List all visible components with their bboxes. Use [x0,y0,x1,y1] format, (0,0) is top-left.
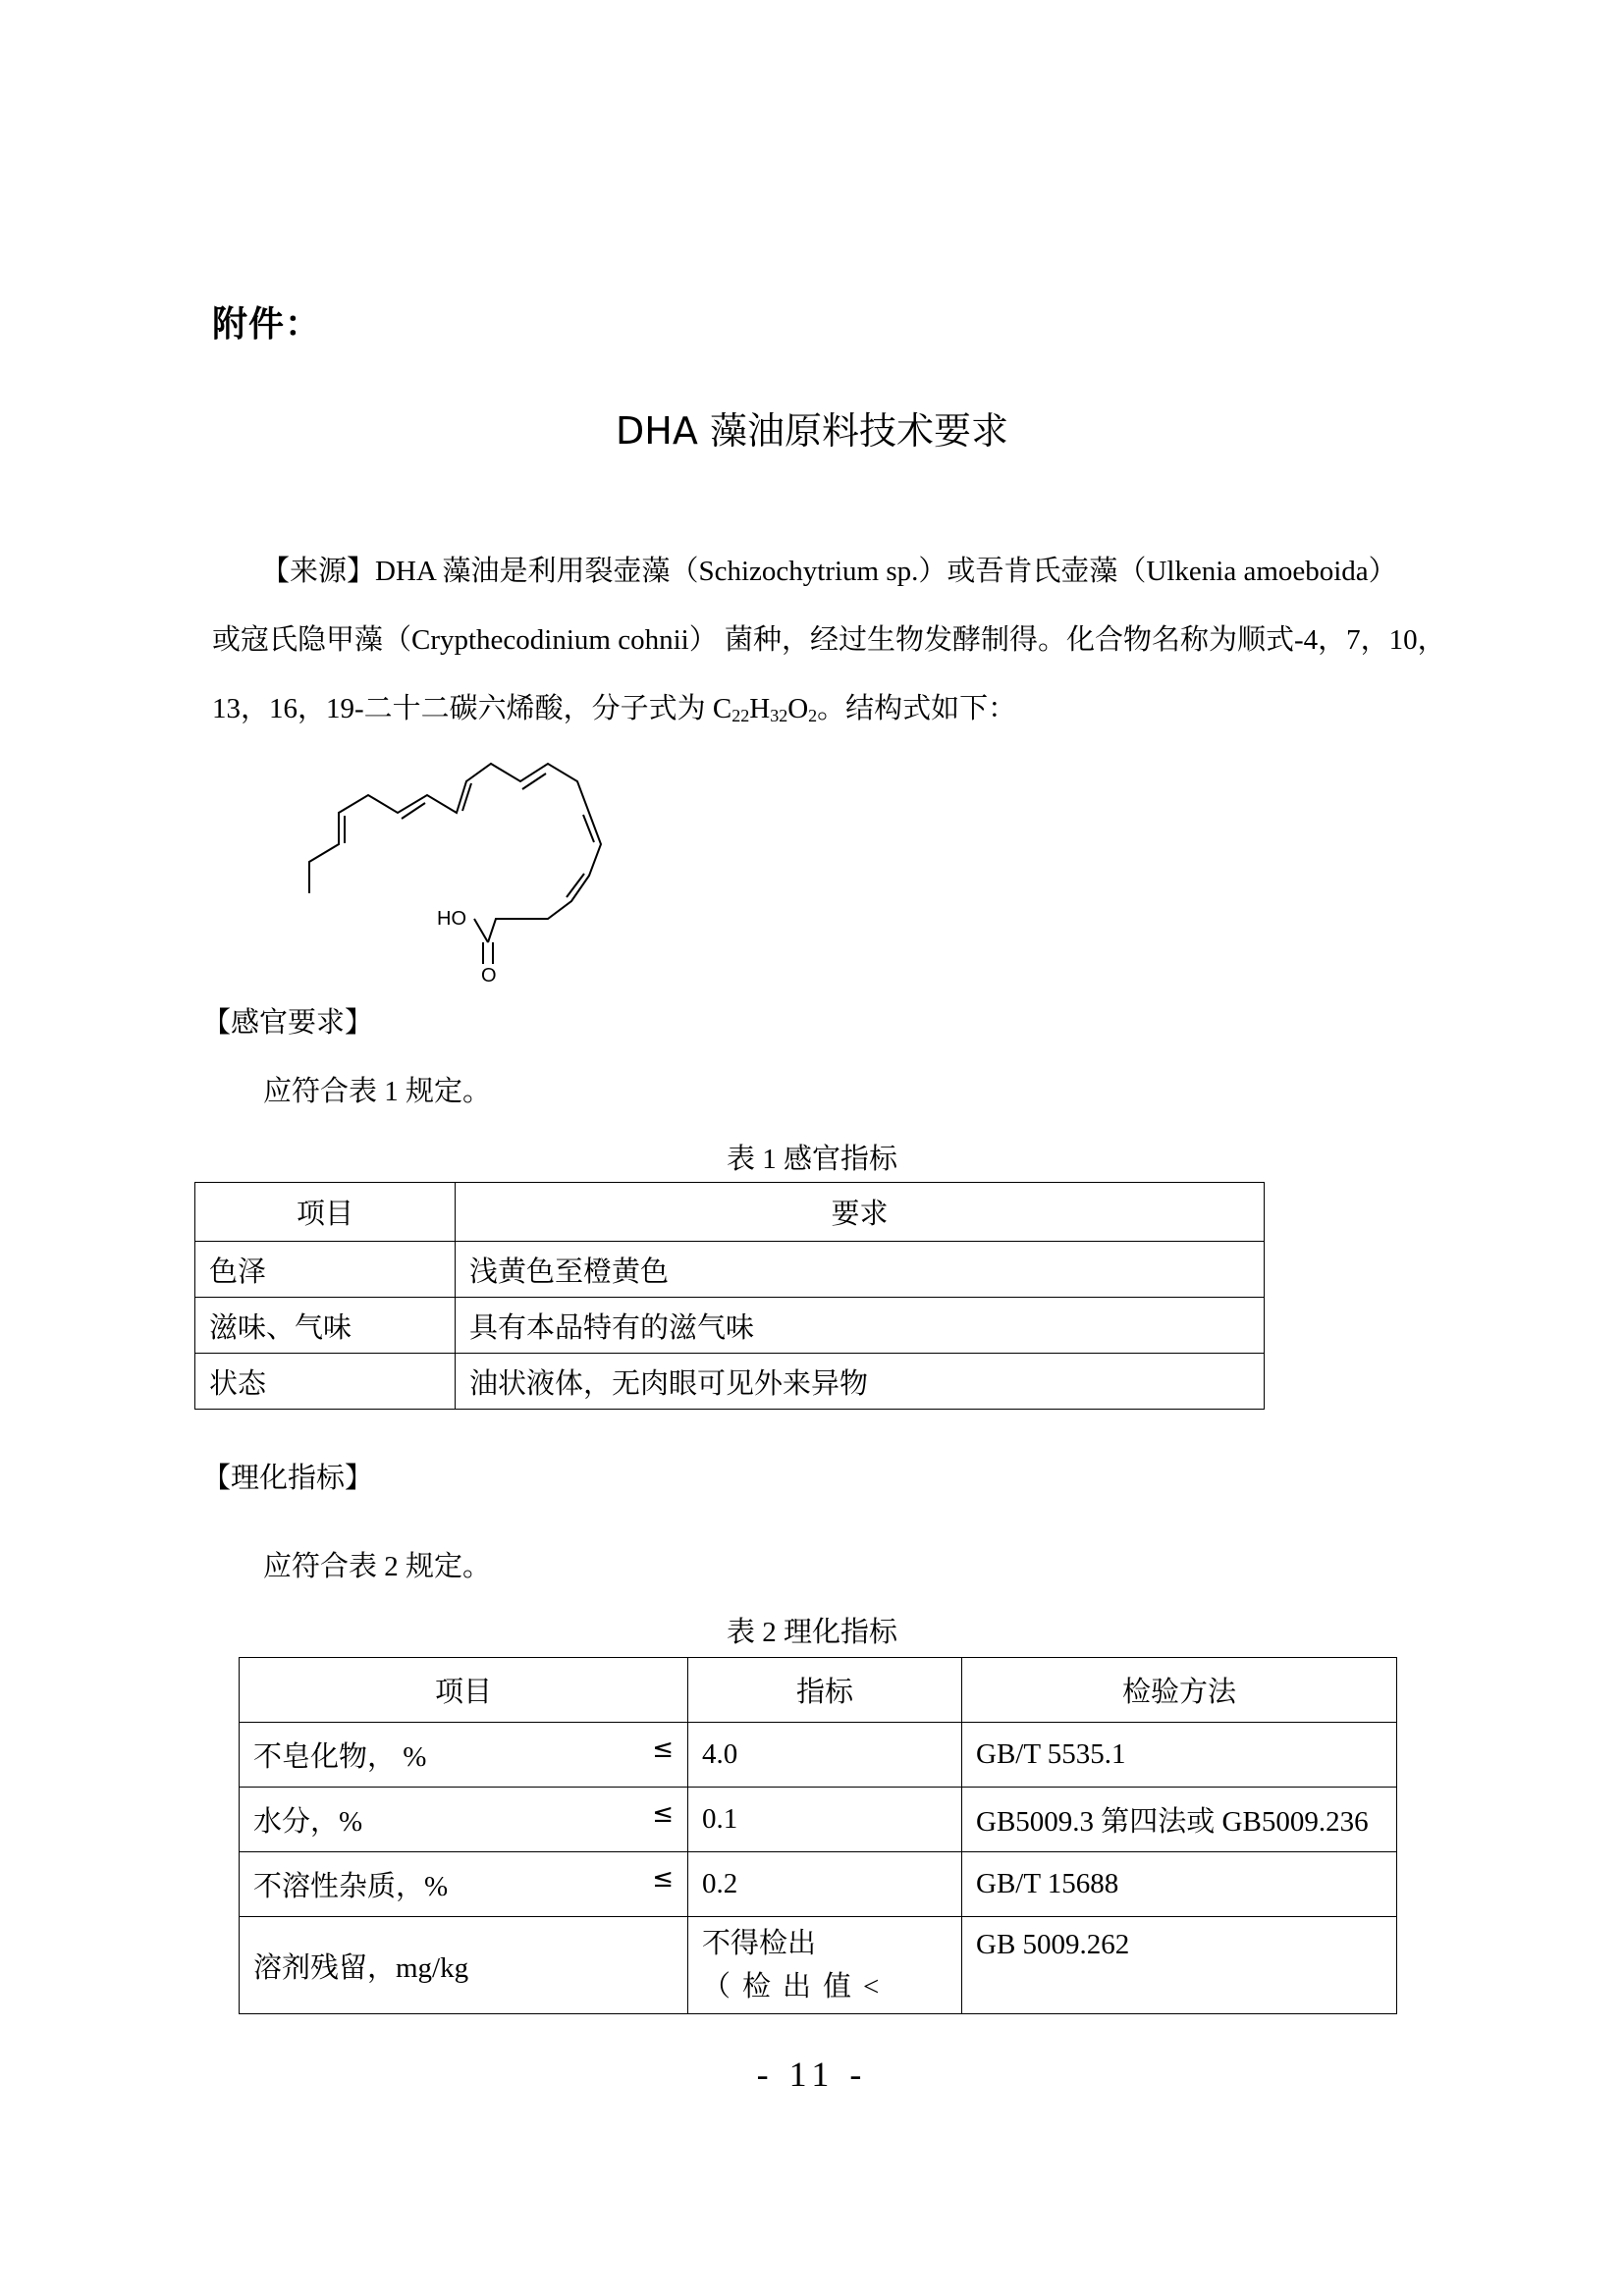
row-method: GB/T 15688 [962,1852,1397,1917]
row-value: 0.2 [688,1852,962,1917]
row-requirement: 浅黄色至橙黄色 [456,1242,1265,1298]
dha-structural-formula [295,746,628,982]
formula-h: H [749,693,771,724]
row-value [688,1917,962,2014]
less-equal-symbol: ≤ [652,1799,674,1829]
row-item: 状态 [195,1354,456,1410]
row-requirement: 油状液体，无肉眼可见外来异物 [456,1354,1265,1410]
table-row [195,1354,1265,1410]
formula-suffix: 。结构式如下： [817,693,1017,724]
item-label: 溶剂残留，mg/kg [253,1951,469,1984]
row-item [240,1917,688,2014]
column-header-method: 检验方法 [962,1658,1397,1723]
source-paragraph-line-1: 【来源】DHA 藻油是利用裂壶藻（Schizochytrium sp.）或吾肯氏壶藻（Ulkenia amoeboida） [261,556,1397,587]
page-number: - 11 - [756,2055,868,2094]
item-label: 水分，% [253,1806,363,1838]
physchem-heading: 【理化指标】 [202,1463,374,1494]
value-line-2: （检出值< [702,1971,892,2002]
row-method: GB5009.3 第四法或 GB5009.236 [962,1788,1397,1852]
column-header-item: 项目 [240,1658,688,1723]
row-item [240,1788,688,1852]
row-requirement: 具有本品特有的滋气味 [456,1298,1265,1354]
row-value: 0.1 [688,1788,962,1852]
table-row [240,1788,1397,1852]
item-label: 不皂化物， % [253,1741,427,1773]
table-1-caption: 表 1 感官指标 [726,1144,897,1175]
item-label: 不溶性杂质，% [253,1871,449,1902]
source-paragraph-line-2: 或寇氏隐甲藻（Crypthecodinium cohnii） 菌种，经过生物发酵制得。化合物名称为顺式-4，7，10， [212,624,1446,656]
table-row [240,1852,1397,1917]
table-2-caption: 表 2 理化指标 [726,1617,897,1648]
source-paragraph-line-3 [212,689,1420,735]
table-row [195,1298,1265,1354]
physchem-table [239,1657,1397,2014]
row-method: GB 5009.262 [962,1917,1397,2014]
column-header-indicator: 指标 [688,1658,962,1723]
table-header-row [240,1658,1397,1723]
row-value: 4.0 [688,1723,962,1788]
row-item: 滋味、气味 [195,1298,456,1354]
value-line-1: 不得检出 [702,1928,817,1959]
structure-o-label: O [481,965,497,982]
formula-o: O [787,693,809,724]
formula-c-subscript: 22 [731,706,750,725]
less-equal-symbol: ≤ [652,1864,674,1894]
row-item [240,1852,688,1917]
formula-prefix: 13，16，19-二十二碳六烯酸，分子式为 C [212,693,732,724]
formula-o-subscript: 2 [808,706,818,725]
sensory-table [194,1182,1265,1410]
document-title: DHA 藻油原料技术要求 [616,409,1008,453]
structure-ho-label: HO [437,908,466,930]
less-equal-symbol: ≤ [652,1735,674,1764]
table-row [195,1242,1265,1298]
table-row [240,1723,1397,1788]
sensory-heading: 【感官要求】 [202,1007,374,1039]
row-item [240,1723,688,1788]
sensory-note: 应符合表 1 规定。 [263,1076,492,1107]
physchem-note: 应符合表 2 规定。 [263,1551,492,1582]
column-header-requirement: 要求 [456,1183,1265,1242]
attachment-label: 附件： [212,304,322,345]
formula-h-subscript: 32 [770,706,788,725]
table-row [240,1917,1397,2014]
table-header-row [195,1183,1265,1242]
row-item: 色泽 [195,1242,456,1298]
column-header-item: 项目 [195,1183,456,1242]
row-method: GB/T 5535.1 [962,1723,1397,1788]
